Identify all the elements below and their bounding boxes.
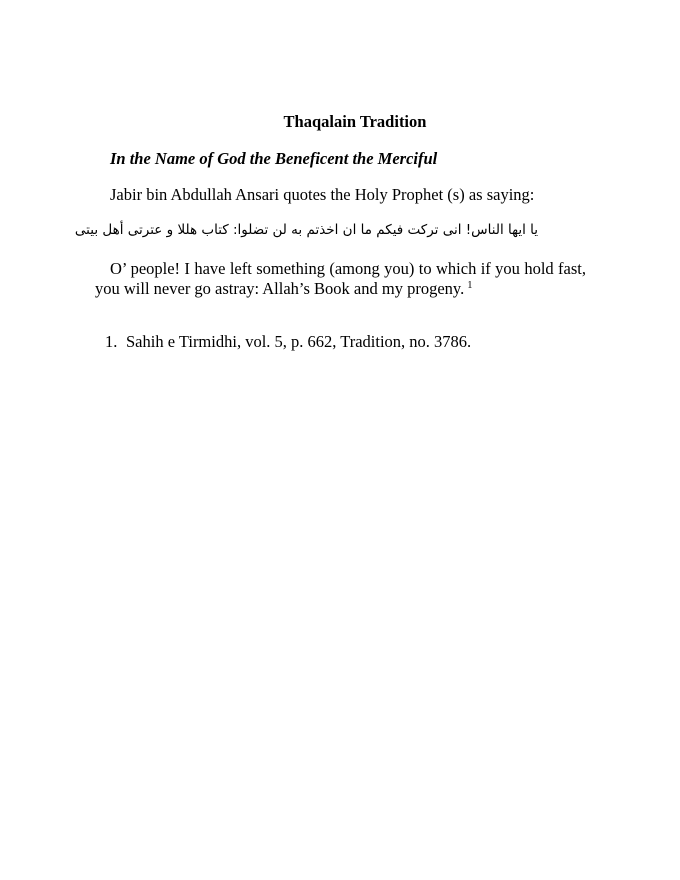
bismillah-heading: In the Name of God the Beneficent the Merciful: [110, 149, 438, 168]
footnote-item: [105, 332, 471, 352]
footnote-text: Sahih e Tirmidhi, vol. 5, p. 662, Tradition, no. 3786.: [126, 332, 472, 351]
intro-paragraph: Jabir bin Abdullah Ansari quotes the Holy Prophet (s) as saying:: [110, 185, 535, 204]
translation-paragraph: [95, 259, 586, 299]
footnote-number: 1.: [105, 332, 118, 351]
translation-text: O’ people! I have left something (among you) to which if you hold fast, you will never go astray: Allah’s Book and my progeny.: [95, 259, 586, 298]
arabic-hadith-text: يا ايها الناس! انى تركت فيكم ما ان اخذتم به لن تضلوا: كتاب هللا و عترتى أهل بيتى: [74, 222, 538, 238]
document-title: Thaqalain Tradition: [283, 112, 427, 131]
footnote-reference[interactable]: 1: [467, 279, 473, 291]
